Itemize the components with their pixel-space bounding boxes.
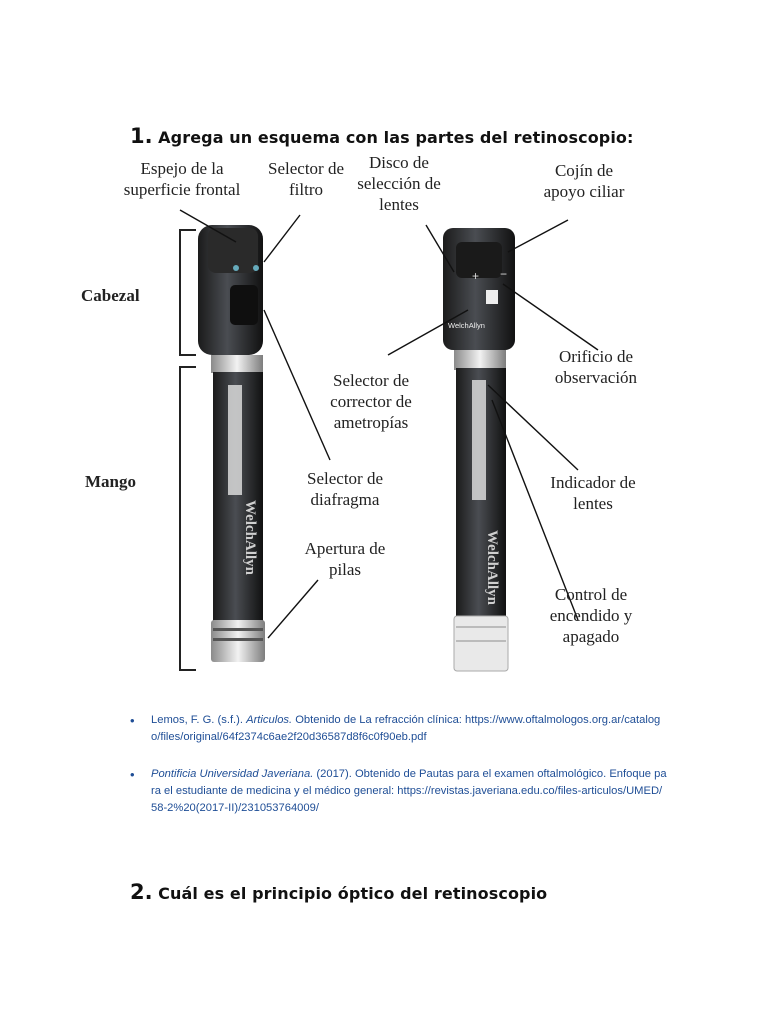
section-2-number: 2.	[130, 880, 153, 904]
reference-rest[interactable]: Obtenido de La refracción clínica: https://www.oftalmologos.org.ar/catalogo/files/original/64f2374c6ae2f20d36587d8f6c0f90eb.pdf	[151, 714, 661, 743]
section-2-heading	[130, 880, 547, 904]
reference-italic: Articulos.	[246, 714, 293, 726]
label-corrector: Selector de corrector de ametropías	[330, 371, 412, 432]
section-1-title: Agrega un esquema con las partes del retinoscopio:	[158, 128, 634, 147]
section-1-heading	[130, 124, 634, 148]
label-espejo: Espejo de la superficie frontal	[123, 159, 241, 199]
reference-item	[128, 712, 668, 746]
bullet: •	[130, 767, 135, 782]
label-disco: Disco de selección de lentes	[357, 153, 441, 214]
label-orificio: Orificio de observación	[554, 347, 638, 387]
reference-rest[interactable]: (2017). Obtenido de Pautas para el examen oftalmológico. Enfoque para el estudiante de medicina y el médico general: https://revistas.javeriana.edu.co/files-articulos/UMED/58-2%20(2017-II)/231053764009/	[151, 768, 667, 814]
mango-label: Mango	[85, 472, 136, 491]
section-1-number: 1.	[130, 124, 153, 148]
label-cojin: Cojín de apoyo ciliar	[543, 161, 625, 201]
retinoscope-diagram	[68, 150, 658, 682]
cabezal-label: Cabezal	[81, 286, 140, 305]
left-brand-text: WelchAllyn	[242, 500, 258, 576]
section-2-title: Cuál es el principio óptico del retinoscopio	[158, 884, 548, 903]
right-retinoscope	[443, 228, 515, 671]
label-apertura: Apertura de pilas	[304, 539, 386, 579]
label-control: Control de encendido y apagado	[549, 585, 633, 646]
bullet: •	[130, 713, 135, 728]
cabezal-bracket	[180, 230, 196, 355]
reference-italic: Pontificia Universidad Javeriana.	[151, 768, 314, 780]
label-diafragma: Selector de diafragma	[307, 469, 383, 509]
right-brand-text-2: WelchAllyn	[484, 530, 500, 606]
label-indicador: Indicador de lentes	[550, 473, 636, 513]
references-list	[128, 712, 668, 837]
right-brand-text: WelchAllyn	[448, 321, 485, 330]
reference-item	[128, 766, 668, 817]
mango-bracket	[180, 367, 196, 670]
svg-text:−: −	[500, 267, 508, 281]
reference-author: Lemos, F. G. (s.f.).	[151, 714, 247, 726]
svg-text:+: +	[472, 269, 480, 283]
label-selector-filtro: Selector de filtro	[268, 159, 344, 199]
left-retinoscope	[198, 225, 265, 662]
